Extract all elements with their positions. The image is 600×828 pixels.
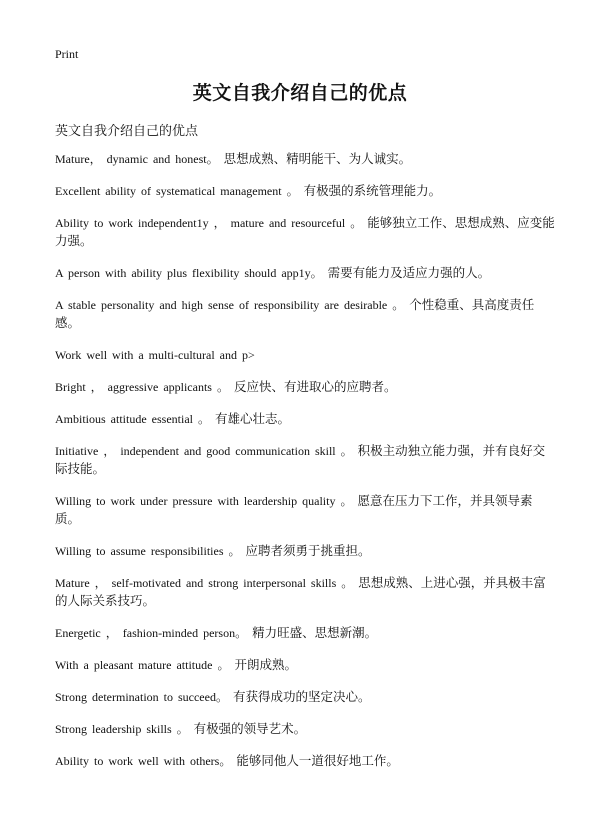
entry-chinese: 开朗成熟。 bbox=[234, 657, 297, 672]
list-item bbox=[55, 720, 555, 738]
entry-english: A stable personality and high sense of responsibility are desirable 。 bbox=[55, 298, 405, 312]
list-item bbox=[55, 542, 555, 560]
entry-chinese: 有极强的系统管理能力。 bbox=[303, 183, 442, 198]
list-item bbox=[55, 410, 555, 428]
entry-english: A person with ability plus flexibility should app1y。 bbox=[55, 266, 323, 280]
entry-english: With a pleasant mature attitude 。 bbox=[55, 658, 230, 672]
entry-english: Willing to assume responsibilities 。 bbox=[55, 544, 241, 558]
entry-english: Mature ， self-motivated and strong interpersonal skills 。 bbox=[55, 576, 354, 590]
list-item bbox=[55, 624, 555, 642]
list-item bbox=[55, 688, 555, 706]
entry-chinese: 愿意在压力下工作，并具领导素质。 bbox=[55, 493, 533, 526]
entry-chinese: 能够独立工作、思想成熟、应变能力强。 bbox=[55, 215, 555, 248]
list-item bbox=[55, 752, 555, 770]
entry-english: Strong leadership skills 。 bbox=[55, 722, 189, 736]
list-item bbox=[55, 346, 555, 364]
entry-list bbox=[55, 150, 555, 770]
list-item bbox=[55, 182, 555, 200]
entry-chinese: 个性稳重、具高度责任感。 bbox=[55, 297, 535, 330]
print-link[interactable]: Print bbox=[55, 47, 79, 61]
list-item bbox=[55, 214, 555, 250]
entry-english: Work well with a multi-cultural and p> bbox=[55, 348, 255, 362]
section-heading: 英文自我介绍自己的优点 bbox=[55, 124, 199, 139]
entry-chinese: 有雄心壮志。 bbox=[214, 411, 290, 426]
page-title: 英文自我介绍自己的优点 bbox=[192, 82, 408, 104]
entry-chinese: 精力旺盛、思想新潮。 bbox=[252, 625, 378, 640]
entry-english: Strong determination to succeed。 bbox=[55, 690, 228, 704]
entry-english: Ability to work independent1y ， mature and resourceful 。 bbox=[55, 216, 363, 230]
entry-english: Willing to work under pressure with leardership quality 。 bbox=[55, 494, 353, 508]
entry-english: Initiative ， independent and good communication skill 。 bbox=[55, 444, 353, 458]
list-item bbox=[55, 264, 555, 282]
list-item bbox=[55, 442, 555, 478]
entry-english: Excellent ability of systematical management 。 bbox=[55, 184, 299, 198]
entry-chinese: 反应快、有进取心的应聘者。 bbox=[233, 379, 397, 394]
entry-chinese: 有极强的领导艺术。 bbox=[193, 721, 307, 736]
entry-english: Energetic ， fashion-minded person。 bbox=[55, 626, 248, 640]
list-item bbox=[55, 378, 555, 396]
entry-chinese: 积极主动独立能力强，并有良好交际技能。 bbox=[55, 443, 546, 476]
entry-chinese: 能够同他人一道很好地工作。 bbox=[236, 753, 399, 768]
entry-english: Bright ， aggressive applicants 。 bbox=[55, 380, 229, 394]
entry-chinese: 有获得成功的坚定决心。 bbox=[232, 689, 371, 704]
entry-english: Ambitious attitude essential 。 bbox=[55, 412, 210, 426]
entry-chinese: 需要有能力及适应力强的人。 bbox=[327, 265, 491, 280]
entry-chinese: 应聘者须勇于挑重担。 bbox=[245, 543, 371, 558]
entry-chinese: 思想成熟、精明能干、为人诚实。 bbox=[223, 151, 412, 166]
list-item bbox=[55, 574, 555, 610]
entry-chinese: 思想成熟、上进心强，并具极丰富的人际关系技巧。 bbox=[55, 575, 546, 608]
list-item bbox=[55, 296, 555, 332]
entry-english: Mature， dynamic and honest。 bbox=[55, 152, 219, 166]
list-item bbox=[55, 150, 555, 168]
list-item bbox=[55, 656, 555, 674]
entry-english: Ability to work well with others。 bbox=[55, 754, 232, 768]
list-item bbox=[55, 492, 555, 528]
